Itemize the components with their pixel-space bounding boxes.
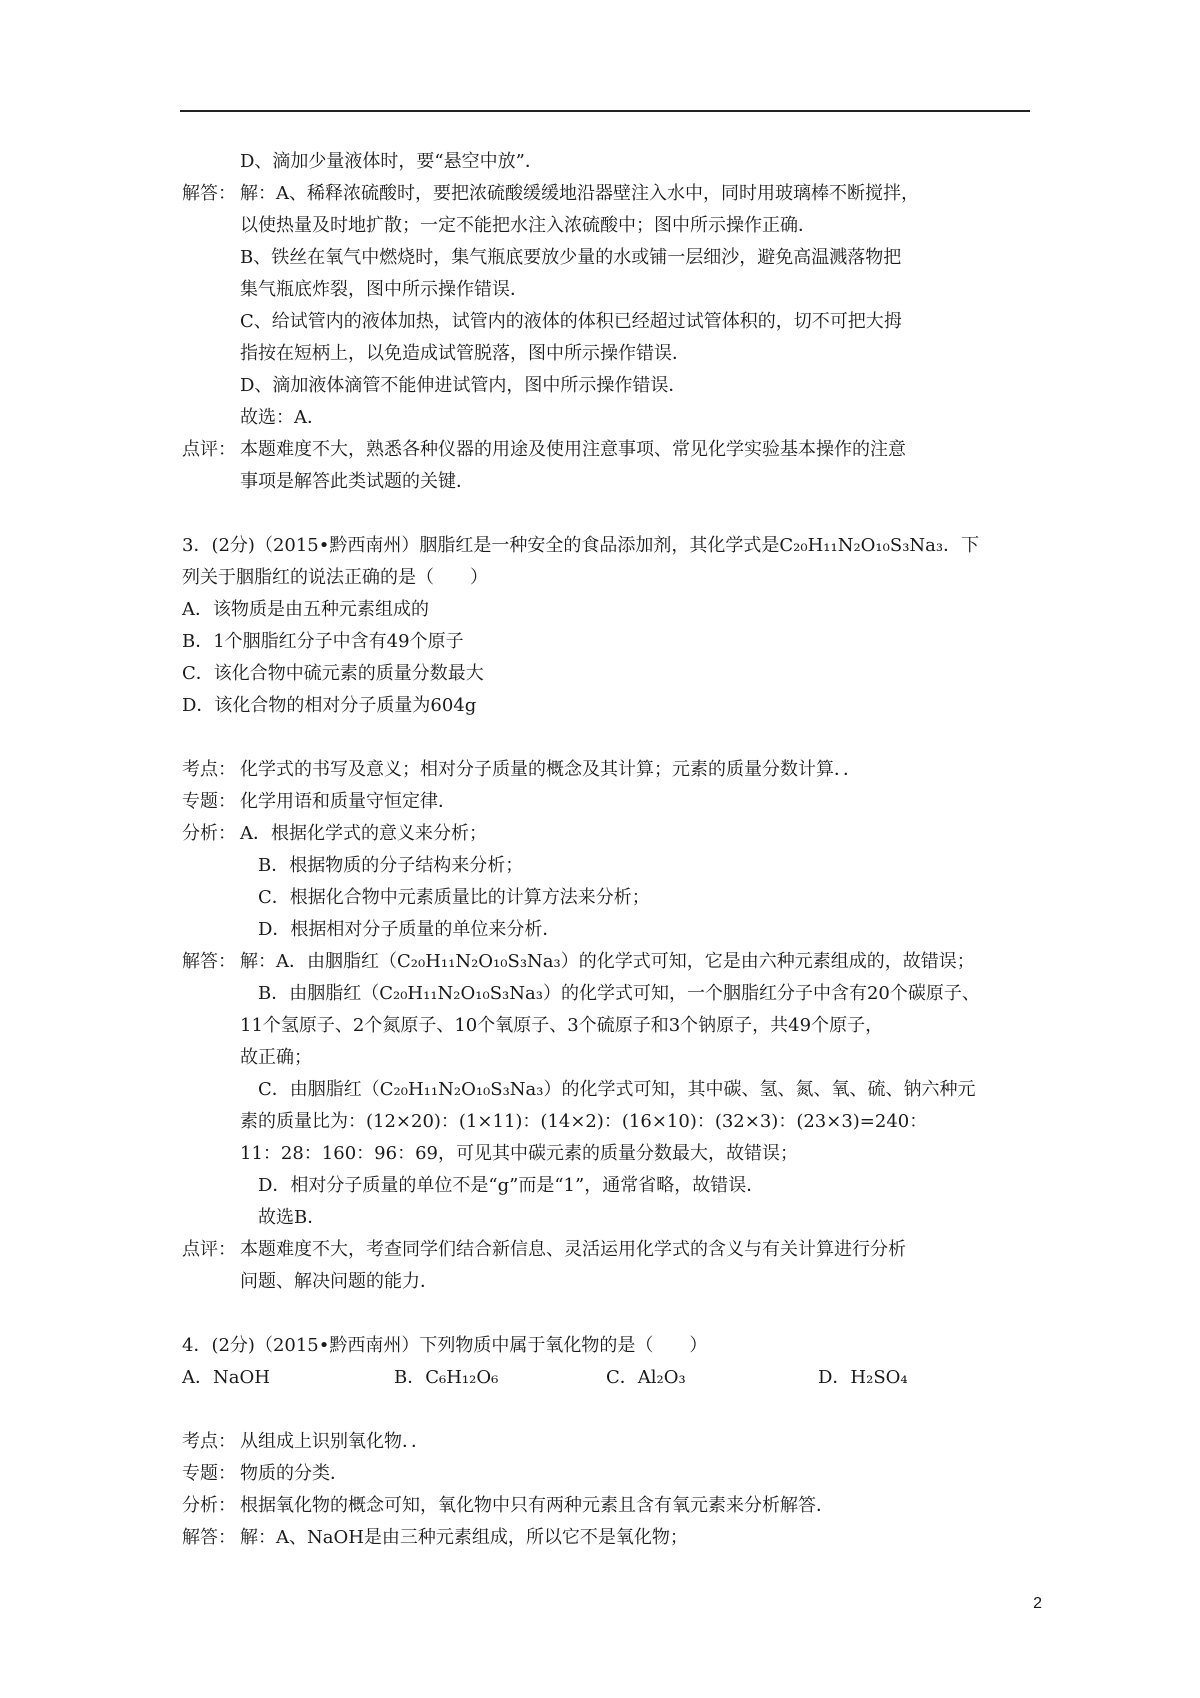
q2-answer-line: C、给试管内的液体加热，试管内的液体的体积已经超过试管体积的，切不可把大拇 <box>240 311 902 332</box>
q4-jieda-label: 解答： <box>182 1527 236 1548</box>
q3-jieda-label: 解答： <box>182 951 236 972</box>
q3-option-c: C．该化合物中硫元素的质量分数最大 <box>182 663 484 684</box>
q3-fenxi-line: D．根据相对分子质量的单位来分析． <box>258 919 561 940</box>
page-content <box>182 146 1032 1554</box>
q3-zhuanti-label: 专题： <box>182 791 236 812</box>
q3-jieda-line: 解：A．由胭脂红（C₂₀H₁₁N₂O₁₀S₃Na₃）的化学式可知，它是由六种元素组成的，故错误； <box>240 951 975 972</box>
q2-comment <box>182 434 1032 466</box>
q2-answer-line: 集气瓶底炸裂，图中所示操作错误． <box>240 279 528 300</box>
q3-fenxi-line: B．根据物质的分子结构来分析； <box>258 855 524 876</box>
q3-zhuanti <box>182 786 1032 818</box>
q2-comment-line: 本题难度不大，熟悉各种仪器的用途及使用注意事项、常见化学实验基本操作的注意 <box>240 439 906 460</box>
q3-fenxi-line: A．根据化学式的意义来分析； <box>240 823 487 844</box>
q3-jieda-line: 11个氢原子、2个氮原子、10个氧原子、3个硫原子和3个钠原子，共49个原子， <box>240 1015 884 1036</box>
q4-fenxi-text: 根据氧化物的概念可知，氧化物中只有两种元素且含有氧元素来分析解答． <box>240 1495 834 1516</box>
q4-option-b: B．C₆H₁₂O₆ <box>394 1367 499 1388</box>
q2-answer-line: B、铁丝在氧气中燃烧时，集气瓶底要放少量的水或铺一层细沙，避免高温溅落物把 <box>240 247 902 268</box>
q4-zhuanti-label: 专题： <box>182 1463 236 1484</box>
q3-jieda-line: 素的质量比为：(12×20)：(1×11)：(14×2)：(16×10)：(32×3)：(23×3)=240： <box>240 1111 928 1132</box>
q3-jieda-line: C．由胭脂红（C₂₀H₁₁N₂O₁₀S₃Na₃）的化学式可知，其中碳、氢、氮、氧、硫、钠六种元 <box>258 1079 976 1100</box>
q2-option-d: D、滴加少量液体时，要“悬空中放”． <box>240 151 543 172</box>
q3-kaodian <box>182 754 1032 786</box>
q4-option-a: A．NaOH <box>182 1367 270 1388</box>
q4-zhuanti <box>182 1458 1032 1490</box>
q4-options <box>182 1362 1032 1394</box>
q4-jieda <box>182 1522 1032 1554</box>
q3-jieda <box>182 946 1032 978</box>
q3-dianping-line: 本题难度不大，考查同学们结合新信息、灵活运用化学式的含义与有关计算进行分析 <box>240 1239 906 1260</box>
q3-dianping <box>182 1234 1032 1266</box>
q3-option-a: A．该物质是由五种元素组成的 <box>182 599 429 620</box>
q3-fenxi <box>182 818 1032 850</box>
q4-stem: 4．(2分)（2015•黔西南州）下列物质中属于氧化物的是（ ） <box>182 1335 708 1356</box>
q2-answer-line: 以使热量及时地扩散；一定不能把水注入浓硫酸中；图中所示操作正确． <box>240 215 816 236</box>
q3-jieda-line: 故选B． <box>258 1207 326 1228</box>
q3-zhuanti-text: 化学用语和质量守恒定律． <box>240 791 456 812</box>
q4-kaodian-text: 从组成上识别氧化物．． <box>240 1431 429 1452</box>
header-rule <box>180 110 1030 112</box>
q4-kaodian-label: 考点： <box>182 1431 236 1452</box>
q2-answer-line: 指按在短柄上，以免造成试管脱落，图中所示操作错误． <box>240 343 690 364</box>
q3-stem: 3．(2分)（2015•黔西南州）胭脂红是一种安全的食品添加剂，其化学式是C₂₀H₁₁N₂O₁₀S₃Na₃．下 <box>182 535 980 556</box>
q3-option-d: D．该化合物的相对分子质量为604g <box>182 695 477 716</box>
q3-jieda-line: 故正确； <box>240 1047 312 1068</box>
q2-answer <box>182 178 1032 210</box>
q2-answer-line: 解：A、稀释浓硫酸时，要把浓硫酸缓缓地沿器壁注入水中，同时用玻璃棒不断搅拌， <box>240 183 919 204</box>
q2-answer-label: 解答： <box>182 183 236 204</box>
q3-stem: 列关于胭脂红的说法正确的是（ ） <box>182 567 488 588</box>
q3-jieda-line: D．相对分子质量的单位不是“g”而是“1”，通常省略，故错误． <box>258 1175 765 1196</box>
q3-kaodian-label: 考点： <box>182 759 236 780</box>
q2-answer-line: D、滴加液体滴管不能伸进试管内，图中所示操作错误． <box>240 375 687 396</box>
q3-jieda-line: B．由胭脂红（C₂₀H₁₁N₂O₁₀S₃Na₃）的化学式可知，一个胭脂红分子中含有20个碳原子、 <box>258 983 980 1004</box>
q3-option-b: B．1个胭脂红分子中含有49个原子 <box>182 631 464 652</box>
q3-dianping-line: 问题、解决问题的能力． <box>240 1271 438 1292</box>
q4-jieda-text: 解：A、NaOH是由三种元素组成，所以它不是氧化物； <box>240 1527 688 1548</box>
q3-fenxi-line: C．根据化合物中元素质量比的计算方法来分析； <box>258 887 650 908</box>
q3-dianping-label: 点评： <box>182 1239 236 1260</box>
q4-zhuanti-text: 物质的分类． <box>240 1463 348 1484</box>
q3-jieda-line: 11：28：160：96：69，可见其中碳元素的质量分数最大，故错误； <box>240 1143 798 1164</box>
q4-option-d: D．H₂SO₄ <box>818 1367 908 1388</box>
q3-kaodian-text: 化学式的书写及意义；相对分子质量的概念及其计算；元素的质量分数计算．． <box>240 759 861 780</box>
q2-answer-line: 故选：A． <box>240 407 325 428</box>
page-number: 2 <box>1033 1595 1042 1612</box>
q4-option-c: C．Al₂O₃ <box>606 1367 686 1388</box>
q4-fenxi <box>182 1490 1032 1522</box>
q4-kaodian <box>182 1426 1032 1458</box>
q2-comment-label: 点评： <box>182 439 236 460</box>
q4-fenxi-label: 分析： <box>182 1495 236 1516</box>
q3-fenxi-label: 分析： <box>182 823 236 844</box>
q2-comment-line: 事项是解答此类试题的关键． <box>240 471 474 492</box>
